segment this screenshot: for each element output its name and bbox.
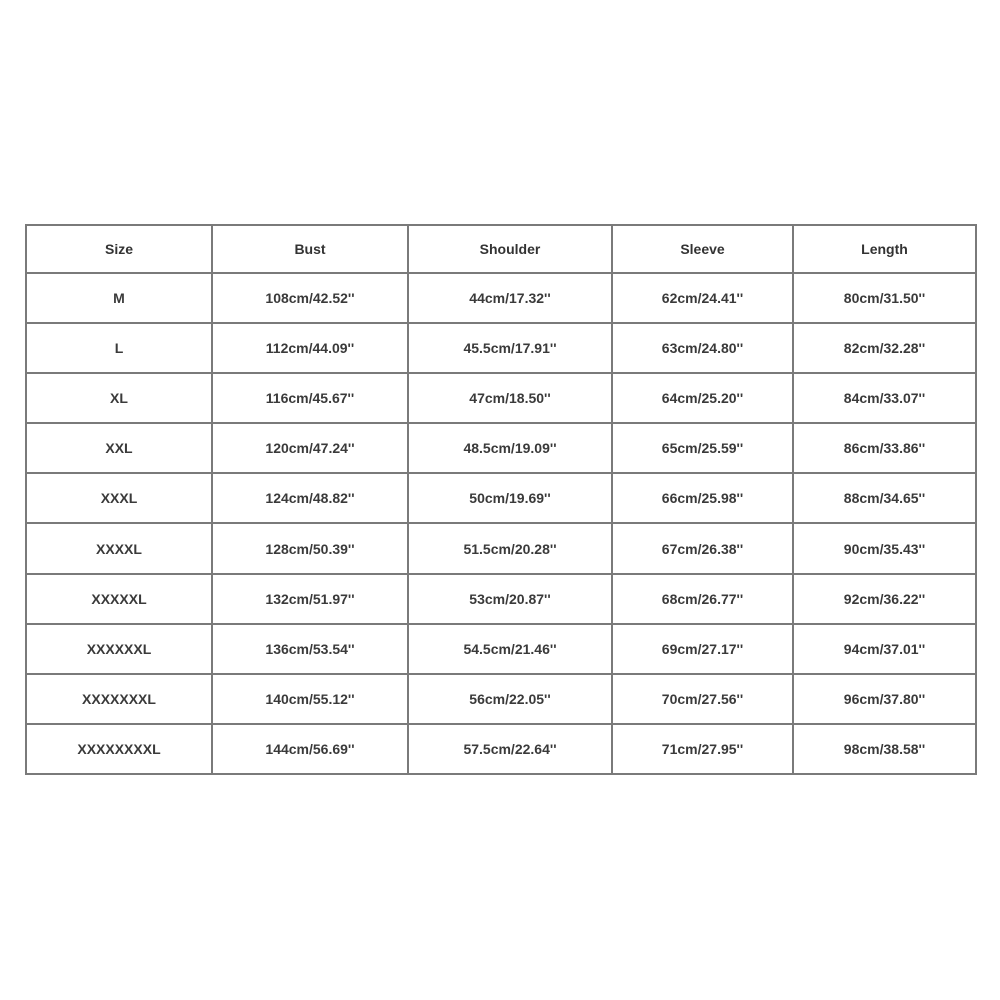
- length-cell: 92cm/36.22'': [793, 574, 976, 624]
- sleeve-cell: 69cm/27.17'': [612, 624, 793, 674]
- size-cell: XXL: [26, 423, 212, 473]
- sleeve-cell: 71cm/27.95'': [612, 724, 793, 774]
- shoulder-cell: 54.5cm/21.46'': [408, 624, 612, 674]
- size-cell: XXXXXXL: [26, 624, 212, 674]
- table-row: [26, 423, 976, 473]
- bust-cell: 120cm/47.24'': [212, 423, 408, 473]
- table-row: [26, 724, 976, 774]
- length-cell: 88cm/34.65'': [793, 473, 976, 523]
- shoulder-cell: 45.5cm/17.91'': [408, 323, 612, 373]
- length-cell: 90cm/35.43'': [793, 523, 976, 573]
- sleeve-cell: 66cm/25.98'': [612, 473, 793, 523]
- shoulder-cell: 44cm/17.32'': [408, 273, 612, 323]
- table-row: [26, 323, 976, 373]
- header-sleeve: Sleeve: [612, 225, 793, 273]
- size-cell: L: [26, 323, 212, 373]
- bust-cell: 108cm/42.52'': [212, 273, 408, 323]
- size-cell: XXXXL: [26, 523, 212, 573]
- table-row: [26, 523, 976, 573]
- bust-cell: 112cm/44.09'': [212, 323, 408, 373]
- size-cell: XXXXXXXL: [26, 674, 212, 724]
- size-cell: M: [26, 273, 212, 323]
- table-row: [26, 624, 976, 674]
- sleeve-cell: 65cm/25.59'': [612, 423, 793, 473]
- sleeve-cell: 68cm/26.77'': [612, 574, 793, 624]
- length-cell: 86cm/33.86'': [793, 423, 976, 473]
- table-row: [26, 574, 976, 624]
- sleeve-cell: 67cm/26.38'': [612, 523, 793, 573]
- bust-cell: 144cm/56.69'': [212, 724, 408, 774]
- header-shoulder: Shoulder: [408, 225, 612, 273]
- bust-cell: 124cm/48.82'': [212, 473, 408, 523]
- bust-cell: 132cm/51.97'': [212, 574, 408, 624]
- length-cell: 82cm/32.28'': [793, 323, 976, 373]
- size-cell: XXXL: [26, 473, 212, 523]
- bust-cell: 116cm/45.67'': [212, 373, 408, 423]
- table-row: [26, 373, 976, 423]
- shoulder-cell: 51.5cm/20.28'': [408, 523, 612, 573]
- shoulder-cell: 57.5cm/22.64'': [408, 724, 612, 774]
- sleeve-cell: 70cm/27.56'': [612, 674, 793, 724]
- length-cell: 80cm/31.50'': [793, 273, 976, 323]
- shoulder-cell: 47cm/18.50'': [408, 373, 612, 423]
- bust-cell: 136cm/53.54'': [212, 624, 408, 674]
- header-size: Size: [26, 225, 212, 273]
- bust-cell: 128cm/50.39'': [212, 523, 408, 573]
- bust-cell: 140cm/55.12'': [212, 674, 408, 724]
- length-cell: 84cm/33.07'': [793, 373, 976, 423]
- table-row: [26, 674, 976, 724]
- size-cell: XXXXXXXXL: [26, 724, 212, 774]
- sleeve-cell: 62cm/24.41'': [612, 273, 793, 323]
- size-cell: XXXXXL: [26, 574, 212, 624]
- length-cell: 96cm/37.80'': [793, 674, 976, 724]
- sleeve-cell: 63cm/24.80'': [612, 323, 793, 373]
- table-row: [26, 273, 976, 323]
- shoulder-cell: 56cm/22.05'': [408, 674, 612, 724]
- size-cell: XL: [26, 373, 212, 423]
- shoulder-cell: 50cm/19.69'': [408, 473, 612, 523]
- shoulder-cell: 48.5cm/19.09'': [408, 423, 612, 473]
- length-cell: 98cm/38.58'': [793, 724, 976, 774]
- header-length: Length: [793, 225, 976, 273]
- header-bust: Bust: [212, 225, 408, 273]
- table-row: [26, 473, 976, 523]
- sleeve-cell: 64cm/25.20'': [612, 373, 793, 423]
- shoulder-cell: 53cm/20.87'': [408, 574, 612, 624]
- size-chart-table: [25, 224, 977, 775]
- length-cell: 94cm/37.01'': [793, 624, 976, 674]
- header-row: [26, 225, 976, 273]
